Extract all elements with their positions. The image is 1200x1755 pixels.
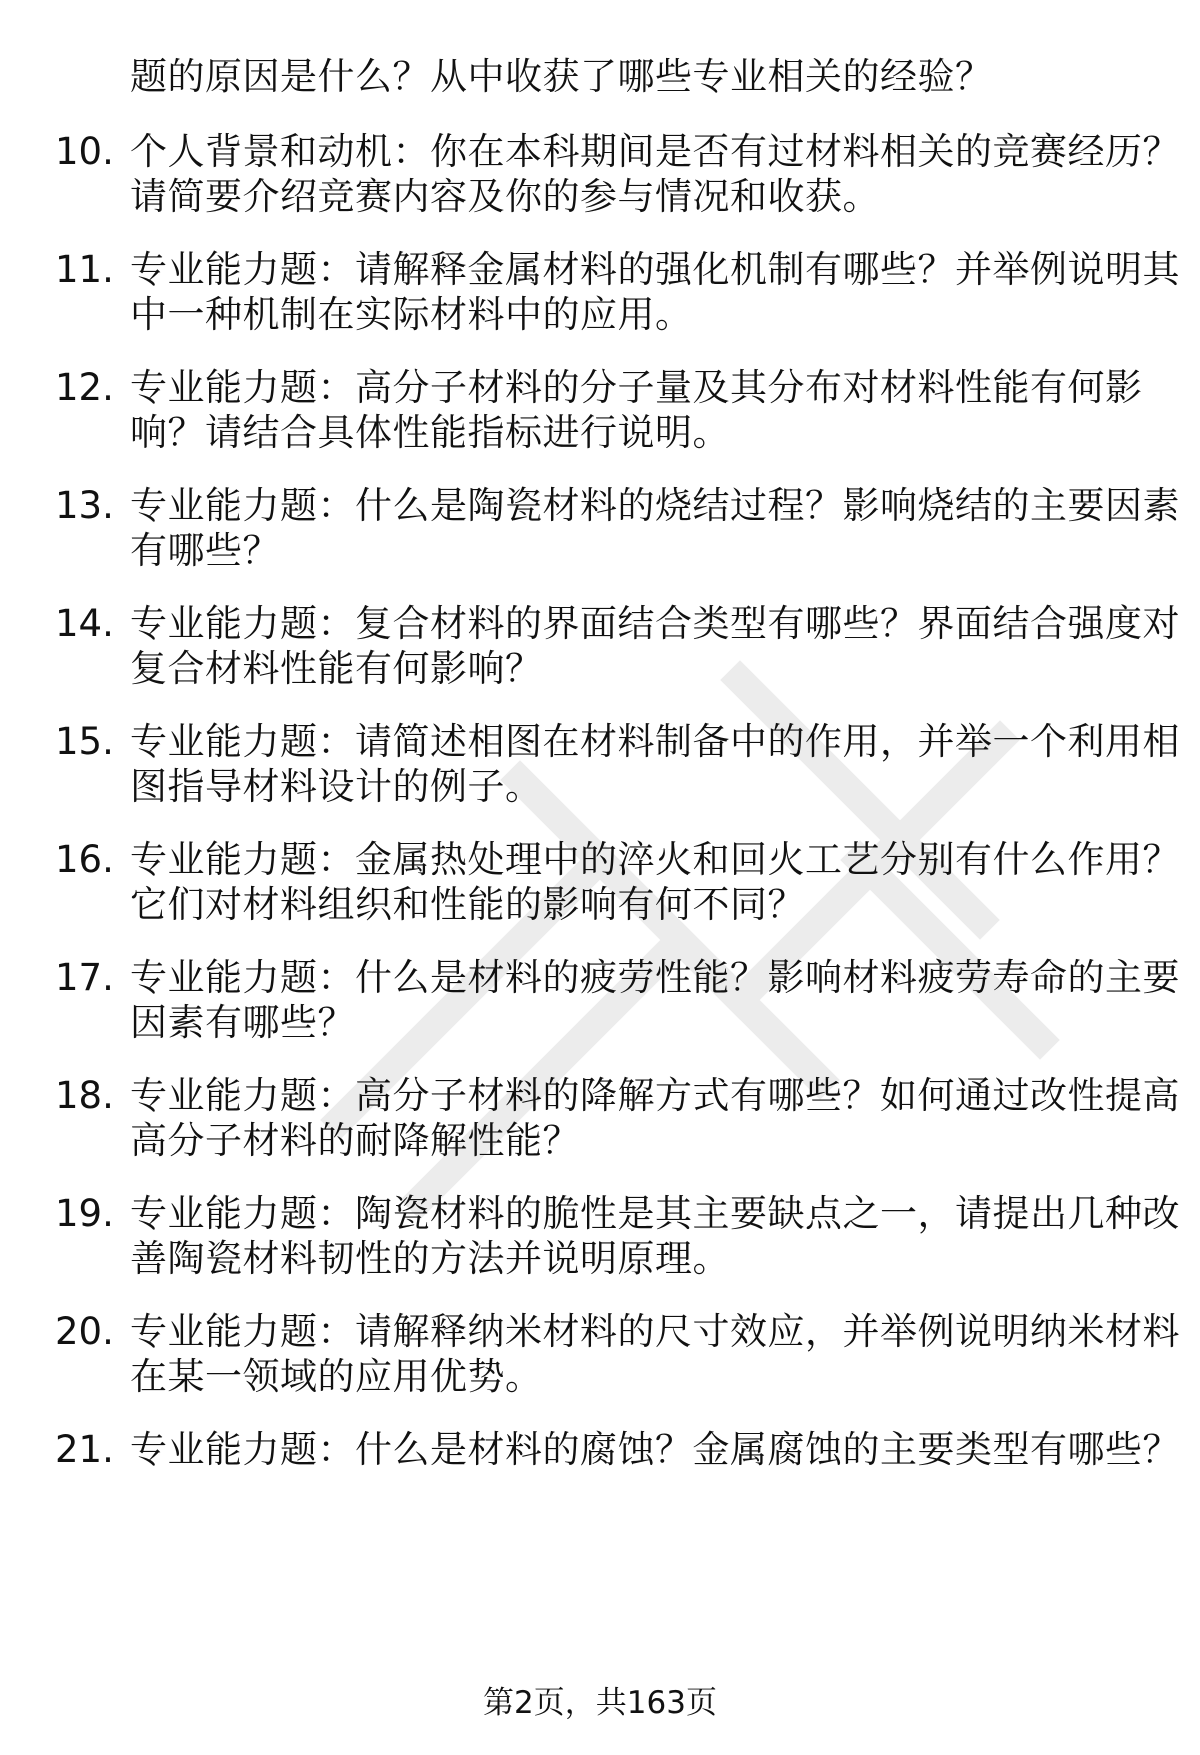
question-18-line-1: 专业能力题：高分子材料的降解方式有哪些？如何通过改性提高 [130, 1074, 1180, 1117]
question-number-21: 21. [55, 1428, 114, 1471]
question-19-line-2: 善陶瓷材料韧性的方法并说明原理。 [130, 1237, 730, 1280]
question-10-line-2: 请简要介绍竞赛内容及你的参与情况和收获。 [130, 175, 880, 218]
question-20-line-1: 专业能力题：请解释纳米材料的尺寸效应，并举例说明纳米材料 [130, 1310, 1180, 1353]
question-number-20: 20. [55, 1310, 114, 1353]
question-17-line-1: 专业能力题：什么是材料的疲劳性能？影响材料疲劳寿命的主要 [130, 956, 1180, 999]
question-12-line-2: 响？请结合具体性能指标进行说明。 [130, 411, 730, 454]
page-footer: 第2页，共163页 [483, 1685, 717, 1721]
question-number-10: 10. [55, 130, 114, 173]
question-number-14: 14. [55, 602, 114, 645]
question-number-17: 17. [55, 956, 114, 999]
question-18-line-2: 高分子材料的耐降解性能？ [130, 1119, 580, 1162]
question-21-line-1: 专业能力题：什么是材料的腐蚀？金属腐蚀的主要类型有哪些？ [130, 1428, 1180, 1471]
question-13-line-1: 专业能力题：什么是陶瓷材料的烧结过程？影响烧结的主要因素 [130, 484, 1180, 527]
question-14-line-2: 复合材料性能有何影响？ [130, 647, 543, 690]
question-number-19: 19. [55, 1192, 114, 1235]
question-12-line-1: 专业能力题：高分子材料的分子量及其分布对材料性能有何影 [130, 366, 1143, 409]
question-15-line-2: 图指导材料设计的例子。 [130, 765, 543, 808]
question-number-18: 18. [55, 1074, 114, 1117]
question-16-line-1: 专业能力题：金属热处理中的淬火和回火工艺分别有什么作用？ [130, 838, 1180, 881]
question-number-11: 11. [55, 248, 114, 291]
question-11-line-1: 专业能力题：请解释金属材料的强化机制有哪些？并举例说明其 [130, 248, 1180, 291]
question-13-line-2: 有哪些？ [130, 529, 280, 572]
question-15-line-1: 专业能力题：请简述相图在材料制备中的作用，并举一个利用相 [130, 720, 1180, 763]
question-20-line-2: 在某一领域的应用优势。 [130, 1355, 543, 1398]
question-17-line-2: 因素有哪些？ [130, 1001, 355, 1044]
question-continuation-line: 题的原因是什么？从中收获了哪些专业相关的经验？ [130, 55, 993, 98]
question-number-15: 15. [55, 720, 114, 763]
question-11-line-2: 中一种机制在实际材料中的应用。 [130, 293, 693, 336]
question-14-line-1: 专业能力题：复合材料的界面结合类型有哪些？界面结合强度对 [130, 602, 1180, 645]
question-10-line-1: 个人背景和动机：你在本科期间是否有过材料相关的竞赛经历？ [130, 130, 1180, 173]
question-19-line-1: 专业能力题：陶瓷材料的脆性是其主要缺点之一，请提出几种改 [130, 1192, 1180, 1235]
question-16-line-2: 它们对材料组织和性能的影响有何不同？ [130, 883, 805, 926]
question-number-12: 12. [55, 366, 114, 409]
question-number-16: 16. [55, 838, 114, 881]
question-number-13: 13. [55, 484, 114, 527]
